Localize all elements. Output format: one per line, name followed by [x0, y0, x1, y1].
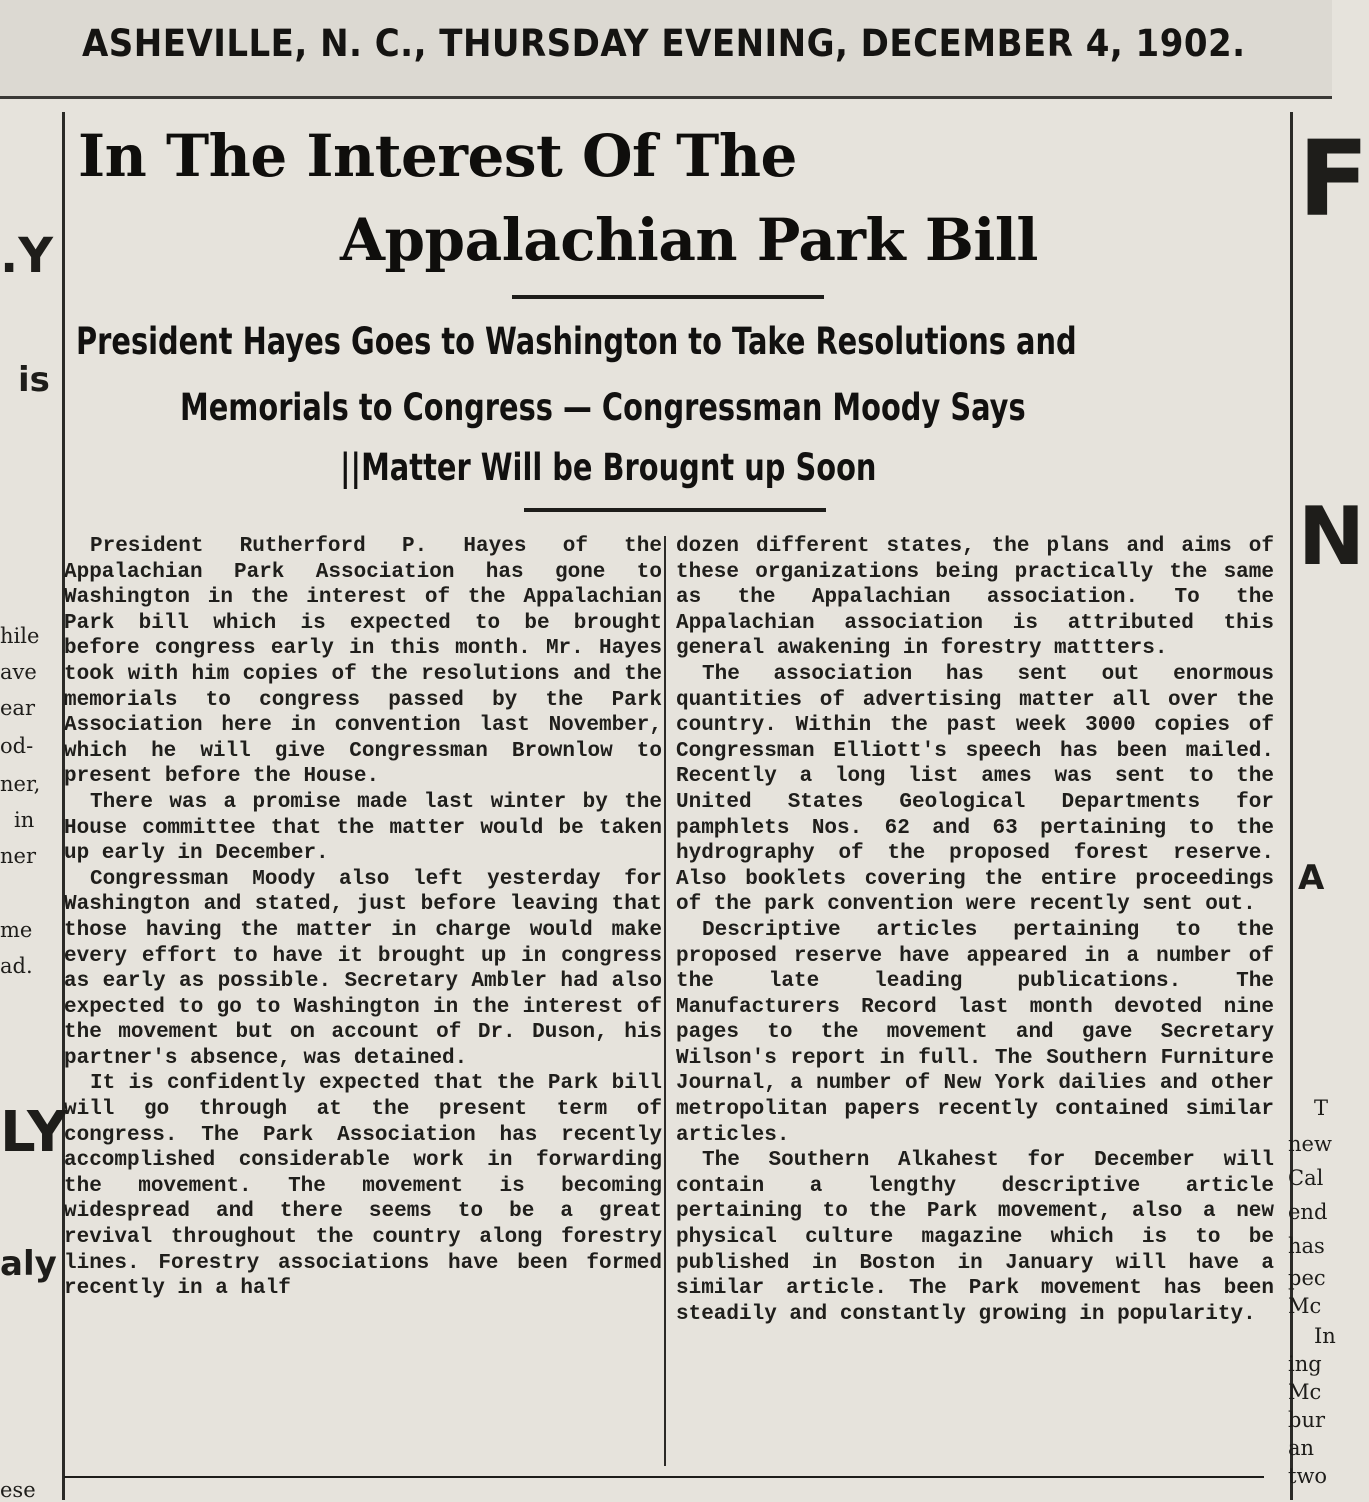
left-fragment: is: [18, 360, 50, 400]
right-fragment: has: [1288, 1234, 1325, 1258]
article-column-2: [676, 534, 1274, 1327]
paragraph: The association has sent out enormous quantities of advertising matter all over the country. Within the past week 3000 copies of Congressman Elliott's speech has been mailed. Recently a long list ames was sent to the United States Geological Departments for pamphlets Nos. 62 and 63 pertaining to the hydrography of the proposed forest reserve. Also booklets covering the entire proceedings of the park convention were recently sent out.: [676, 662, 1274, 917]
bottom-rule: [64, 1476, 1264, 1478]
paragraph: It is confidently expected that the Park bill will go through at the present term of congress. The Park Association has recently accomplished considerable work in forwarding the movement. The movement is becoming widespread and there seems to be a great revival throughout the country along forestry lines. Forestry associations have been formed recently in a half: [64, 1072, 662, 1301]
paragraph: President Rutherford P. Hayes of the Appalachian Park Association has gone to Washington in the interest of the Appalachian Park bill which is expected to be brought before congress early in this month. Mr. Hayes took with him copies of the resolutions and the memorials to congress passed by the Park Association here in convention last November, which he will give Congressman Brownlow to present before the House.: [64, 535, 662, 789]
dateline: ASHEVILLE, N. C., THURSDAY EVENING, DECEMBER 4, 1902.: [82, 22, 1246, 65]
article-column-1: [64, 534, 662, 1302]
paragraph: dozen different states, the plans and aims of these organizations being practically the same as the Appalachian association. To the Appalachian association is attributed this general awakening in forestry mattters.: [676, 535, 1274, 661]
right-fragment: F: [1298, 118, 1369, 240]
subhead-line-2: Memorials to Congress — Congressman Moody Says: [180, 386, 1026, 429]
left-fragment: LY: [0, 1100, 68, 1165]
right-fragment: Mc: [1288, 1294, 1322, 1318]
right-fragment: T: [1314, 1096, 1329, 1120]
subhead-line-1: President Hayes Goes to Washington to Take Resolutions and: [76, 320, 1077, 363]
left-fragment: .Y: [0, 228, 53, 284]
headline-divider: [512, 295, 824, 299]
paragraph: Congressman Moody also left yesterday for Washington and stated, just before leaving that those having the matter in charge would make every effort to have it brought up in congress as early as possible. Secretary Ambler had also expected to go to Washington in the interest of the movement but on account of Dr. Duson, his partner's absence, was detained.: [64, 867, 662, 1070]
headline-line-2: Appalachian Park Bill: [340, 206, 1038, 274]
right-fragment: new: [1288, 1132, 1332, 1156]
right-fragment: bur: [1288, 1408, 1326, 1432]
left-fragment: ear: [0, 696, 35, 720]
right-fragment: an: [1288, 1436, 1315, 1460]
right-fragment: Cal: [1288, 1166, 1324, 1190]
left-fragment: me: [0, 918, 33, 942]
right-fragment: pec: [1288, 1266, 1326, 1290]
center-column-rule: [664, 536, 666, 1466]
paragraph: The Southern Alkahest for December will contain a lengthy descriptive article pertaining to the Park movement, also a new physical culture magazine which is to be published in Boston in January will have a similar article. The Park movement has been steadily and constantly growing in popularity.: [676, 1149, 1274, 1326]
right-fragment: In: [1314, 1324, 1336, 1348]
right-fragment: ing: [1288, 1352, 1322, 1376]
paragraph: Descriptive articles pertaining to the proposed reserve have appeared in a number of the late leading publications. The Manufacturers Record last month devoted nine pages to the movement and gave Secretary Wilson's report in full. The Southern Furniture Journal, a number of New York dailies and other metropolitan papers recently contained similar articles.: [676, 918, 1274, 1147]
left-fragment: ner: [0, 844, 36, 868]
masthead: [0, 0, 1332, 99]
right-fragment: two: [1288, 1464, 1328, 1488]
right-fragment: Mc: [1288, 1380, 1322, 1404]
subhead-line-3: ||Matter Will be Brougnt up Soon: [340, 446, 877, 489]
right-fragment: end: [1288, 1200, 1328, 1224]
headline-line-1: In The Interest Of The: [78, 122, 797, 190]
left-fragment: hile: [0, 624, 40, 648]
right-column-rule: [1290, 112, 1293, 1500]
left-fragment: ad.: [0, 954, 33, 978]
left-fragment: od-: [0, 734, 34, 758]
left-fragment: aly: [0, 1244, 57, 1284]
subhead-divider: [524, 508, 826, 512]
right-fragment: N: [1298, 490, 1365, 583]
left-fragment: ese: [0, 1478, 36, 1502]
left-fragment: ave: [0, 660, 37, 684]
left-fragment: ner,: [0, 772, 41, 796]
paragraph: There was a promise made last winter by the House committee that the matter would be taken up early in December.: [64, 790, 662, 866]
left-fragment: in: [14, 808, 35, 832]
right-fragment: A: [1298, 858, 1325, 898]
